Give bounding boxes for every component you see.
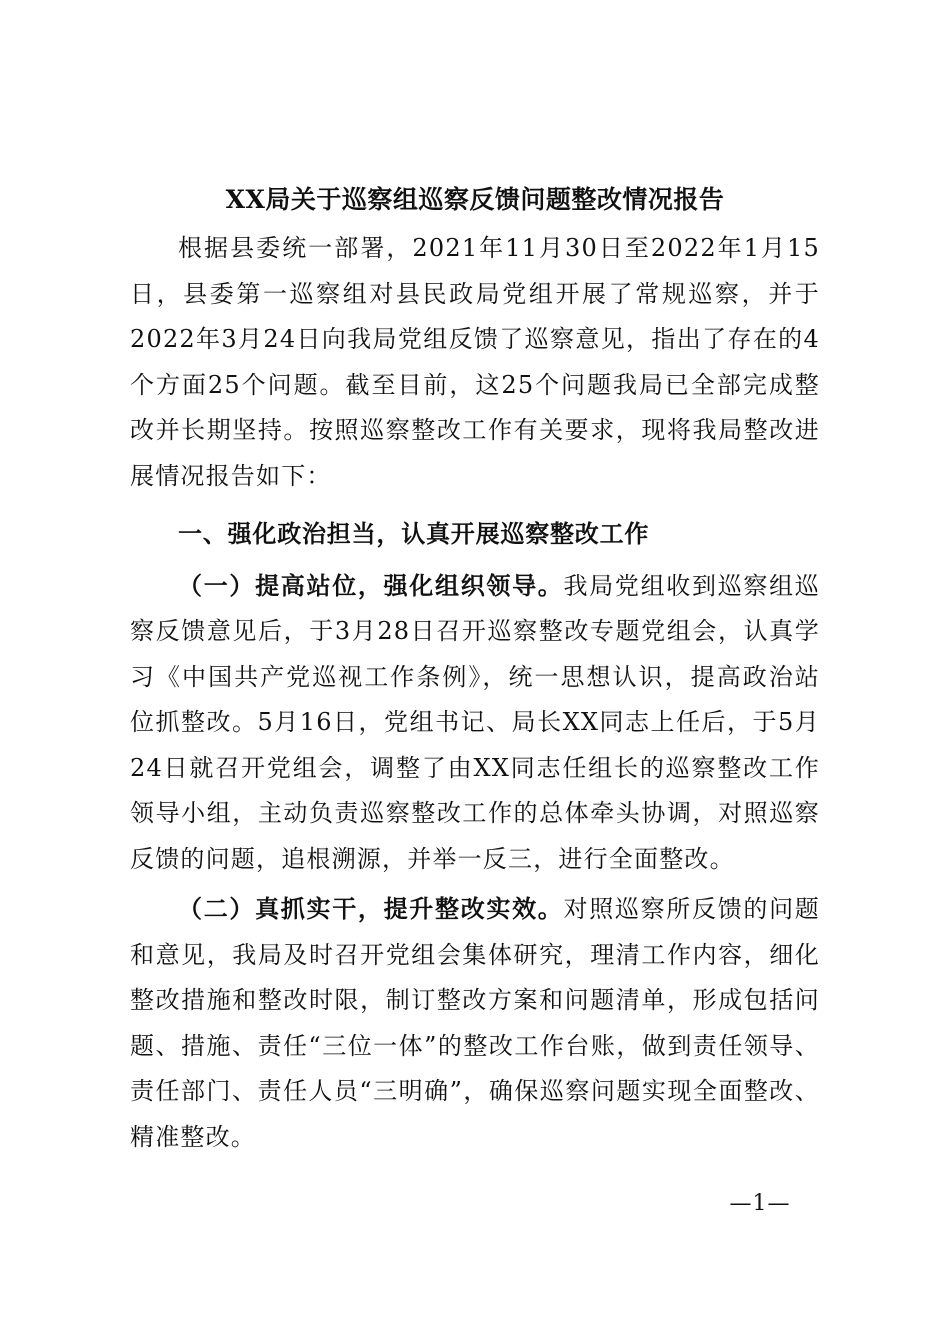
document-body [130,226,820,1160]
subsection-text-2: 对照巡察所反馈的问题和意见，我局及时召开党组会集体研究，理清工作内容，细化整改措施和整改时限，制订整改方案和问题清单，形成包括问题、措施、责任“三位一体”的整改工作台账，做到责任领导、责任部门、责任人员“三明确”，确保巡察问题实现全面整改、精准整改。 [130,895,820,1151]
subsection-text-1: 我局党组收到巡察组巡察反馈意见后，于3月28日召开巡察整改专题党组会，认真学习《中国共产党巡视工作条例》，统一思想认识，提高政治站位抓整改。5月16日，党组书记、局长XX同志上任后，于5月24日就召开党组会，调整了由XX同志任组长的巡察整改工作领导小组，主动负责巡察整改工作的总体牵头协调，对照巡察反馈的问题，追根溯源，并举一反三，进行全面整改。 [130,571,820,873]
page-number: —1— [729,1191,791,1216]
subsection-paragraph-1 [130,563,820,883]
document-title: XX局关于巡察组巡察反馈问题整改情况报告 [225,185,725,214]
subsection-lead-1: （一）提高站位，强化组织领导。 [178,570,564,600]
section-heading: 一、强化政治担当，认真开展巡察整改工作 [178,519,650,548]
subsection-paragraph-2 [130,886,820,1160]
subsection-lead-2: （二）真抓实干，提升整改实效。 [178,894,564,923]
intro-paragraph: 根据县委统一部署，2021年11月30日至2022年1月15日，县委第一巡察组对县民政局党组开展了常规巡察，并于2022年3月24日向我局党组反馈了巡察意见，指出了存在的4个方面25个问题。截至目前，这25个问题我局已全部完成整改并长期坚持。按照巡察整改工作有关要求，现将我局整改进展情况报告如下： [130,234,820,490]
